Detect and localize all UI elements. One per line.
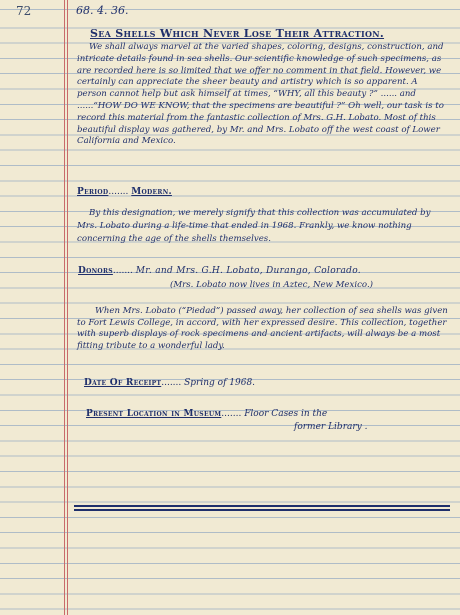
closing-rule-bottom (74, 509, 450, 511)
donors-row: Donors....... Mr. and Mrs. G.H. Lobato, Durango, Colorado. (78, 266, 361, 276)
margin-line (64, 0, 65, 615)
entry-title: Sea Shells Which Never Lose Their Attraction. (90, 27, 385, 40)
period-row: Period....... Modern. (77, 187, 172, 197)
donors-label: Donors (78, 266, 113, 276)
location-label: Present Location in Museum (86, 409, 222, 419)
period-label: Period (77, 187, 109, 197)
history-paragraph: When Mrs. Lobato (“Piedad”) passed away, her collection of sea shells was given to Fort Lewis College, in accord, with her expressed desire. This collection, together with superb displays of rock specimens and ancient artifacts, will always be a most fitting tribute to a wonderful lady. (77, 306, 448, 351)
margin-line-inner (67, 0, 68, 615)
receipt-label: Date Of Receipt (84, 378, 162, 388)
receipt-row: Date Of Receipt....... Spring of 1968. (84, 378, 256, 388)
donors-value: Mr. and Mrs. G.H. Lobato, Durango, Colorado. (135, 266, 361, 276)
location-value-line1: Floor Cases in the (244, 409, 328, 419)
period-value: Modern. (131, 187, 172, 197)
donors-note: (Mrs. Lobato now lives in Aztec, New Mexico.) (170, 280, 374, 290)
closing-rule-top (74, 505, 450, 507)
location-row: Present Location in Museum....... Floor Cases in the (86, 409, 328, 419)
page-number: 72 (16, 4, 32, 18)
location-value-line2: former Library . (294, 422, 368, 432)
designation-paragraph: By this designation, we merely signify that this collection was accumulated by Mrs. Lobato during a life-time that ended in 1968. Frankly, we know nothing concerning the age of the shells themselves. (77, 208, 431, 244)
intro-paragraph: We shall always marvel at the varied shapes, coloring, designs, construction, and intricate details found in sea shells. Our scientific knowledge of such specimens, as are recorded here is so limited that we offer no comment in that field. However, we certainly can appreciate the sheer beauty and artistry which is so apparent. A person cannot help but ask himself at times, “WHY, all this beauty ?” ...... and ......“HOW DO WE KNOW, that the specimens are beautiful ?” Oh well, our task is to record this material from the fantastic collection of Mrs. G.H. Lobato. Most of this beautiful display was gathered, by Mr. and Mrs. Lobato off the west coast of Lower California and Mexico. (77, 42, 444, 147)
receipt-value: Spring of 1968. (184, 378, 256, 388)
entry-date: 68. 4. 36. (76, 4, 129, 17)
